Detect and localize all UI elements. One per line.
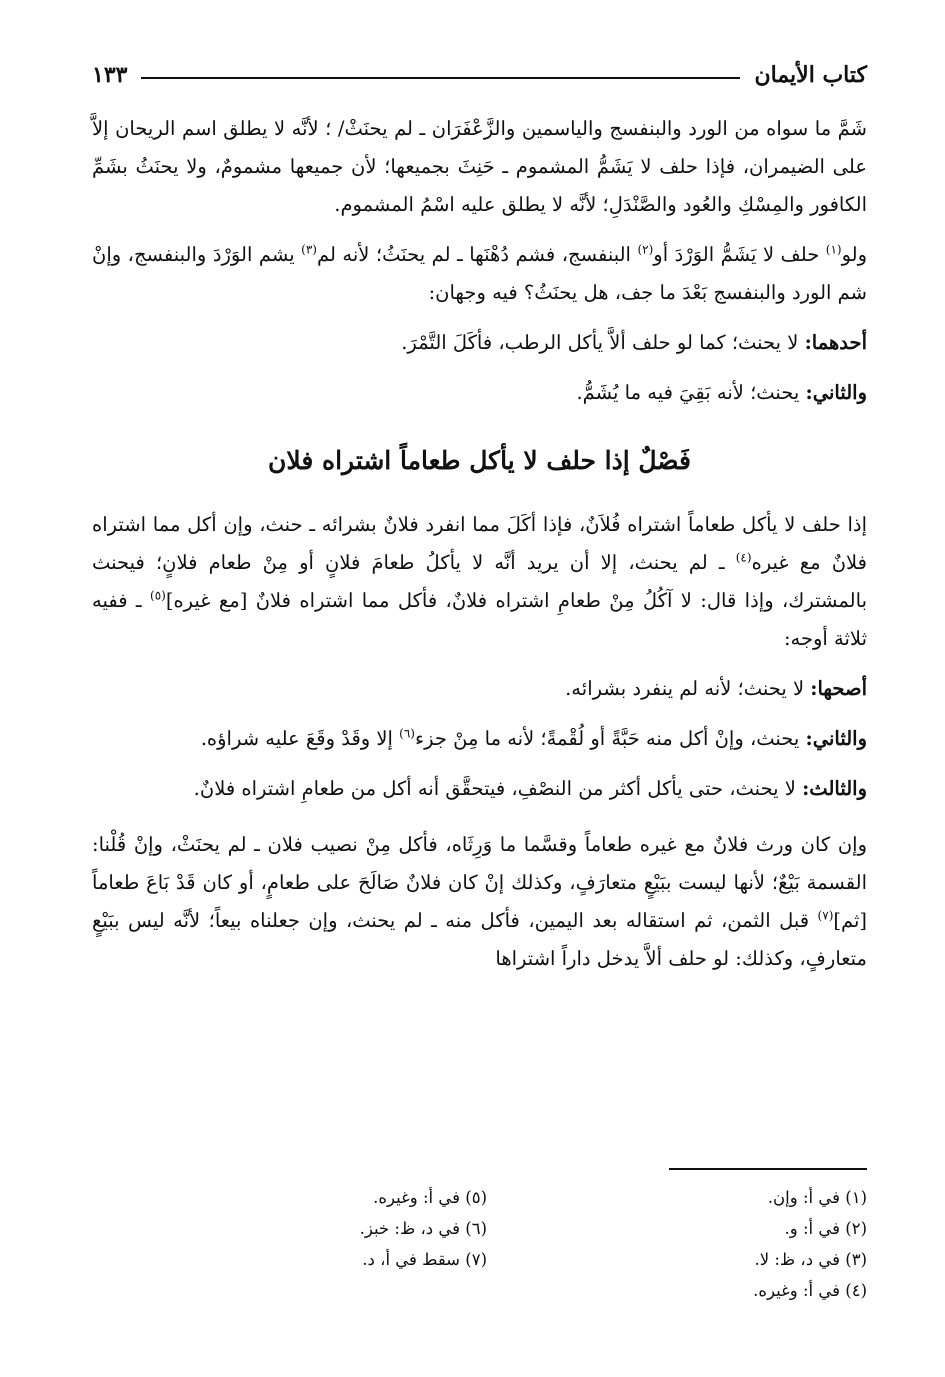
section-heading: فَصْلٌ إذا حلف لا يأكل طعاماً اشتراه فلان [268,446,691,475]
footnote-ref-4: (٤) [735,550,752,565]
header-rule [141,77,740,79]
footnote-item: (٢) في أ: و. [784,1219,867,1238]
paragraph-1 [92,110,867,224]
section-paragraph-3 [92,720,867,758]
section-paragraph-1 [92,506,867,658]
section-paragraph-2 [92,670,867,708]
opinion-label: أحدهما: [804,331,867,354]
paragraph-text: حلف لا يَشَمُّ الوَرْدَ أو [653,243,826,266]
paragraph-text: لا يحنث، حتى يأكل أكثر من النصْفِ، فيتحقَّق أنه أكل من طعامِ اشتراه فلانٌ. [193,777,803,800]
paragraph-text: لا يحنث؛ كما لو حلف ألاَّ يأكل الرطب، فأكَلَ التَّمْرَ. [401,331,805,354]
book-title: كتاب الأيمان [754,62,867,88]
paragraph-text: قبل الثمن، ثم استقاله بعد اليمين، فأكل منه ـ لم يحنث، وإن جعلناه بيعاً؛ لأنَّه ليس ببَيْعٍ متعارفٍ، وكذلك: لو حلف ألاَّ يدخل داراً اشتراها [92,909,867,970]
footnotes [92,1182,867,1306]
opinion-label: والثاني: [805,381,867,404]
footnote-ref-3: (٣) [301,242,317,257]
opinion-label: أصحها: [810,677,867,700]
paragraph-text: لا يحنث؛ لأنه لم ينفرد بشرائه. [565,677,811,700]
footnote-item: (٥) في أ: وغيره. [373,1188,487,1207]
paragraph-2 [92,236,867,312]
paragraph-3 [92,324,867,362]
paragraph-text: يشم الوَرْدَ والبنفسج، وإنْ شم الورد والبنفسج بَعْدَ ما جف، هل يحنَثُ؟ فيه وجهان: [92,243,867,304]
footnote-ref-5: (٥) [150,588,166,603]
footnote-ref-7: (٧) [817,908,834,923]
page-body [92,110,867,990]
footnote-item: (٦) في د، ظ: خبز. [359,1219,487,1238]
footnote-item: (٤) في أ: وغيره. [753,1281,867,1300]
section-paragraph-4 [92,770,867,808]
paragraph-text: إلا وقَدْ وقَعَ عليه شراؤه. [200,727,400,750]
footnotes-right-column [487,1182,867,1306]
footnote-ref-6: (٦) [399,726,415,741]
paragraph-text: البنفسج، فشم دُهْنَها ـ لم يحنَثُ؛ لأنه لم [316,243,638,266]
footnote-item: (٧) سقط في أ، د. [362,1250,487,1269]
footnote-item: (١) في أ: وإن. [767,1188,867,1207]
paragraph-text: وإن كان ورث فلانٌ مع غيره طعاماً وقسَّما ما وَرِثَاه، فأكل مِنْ نصيب فلان ـ لم يحنَثْ، وإنْ قُلْنا: القسمة بَيْعٌ؛ لأنها ليست ببَيْعٍ متعارَفٍ، وكذلك إنْ كان فلانٌ صَالَحَ على طعامٍ، أو كان قَدْ بَاعَ طعاماً [ثم] [92,833,867,932]
paragraph-text: يحنث، وإنْ أكل منه حَبَّةً أو لُقْمةً؛ لأنه ما مِنْ جزء [414,727,806,750]
paragraph-text: شَمَّ ما سواه من الورد والبنفسج والياسمين والزَّعْفَرَان ـ لم يحنَثْ/ ؛ لأنَّه لا يطلق اسم الريحان إلاَّ على الضيمران، فإذا حلف لا يَشَمُّ المشموم ـ حَنِثَ بجميعها؛ لأن جميعها مشمومٌ، ولا يحنَثُ بشَمِّ الكافور والمِسْكِ والعُود والصَّنْدَلِ؛ لأنَّه لا يطلق عليه اسْمُ المشموم. [92,117,867,216]
page-number: ١٣٣ [92,62,128,88]
paragraph-text: إذا حلف لا يأكل طعاماً اشتراه فُلاَنٌ، فإذا أكَلَ مما انفرد فلانٌ بشرائه ـ حنث، وإن أكل مما اشتراه فلانٌ مع غيره [92,513,867,574]
footnote-ref-1: (١) [825,242,842,257]
running-header [92,60,867,90]
opinion-label: والثاني: [805,727,867,750]
footnotes-left-column [107,1182,487,1306]
footnote-ref-2: (٢) [637,242,654,257]
paragraph-text: ـ ففيه ثلاثة أوجه: [92,589,867,650]
opinion-label: والثالث: [802,777,867,800]
paragraph-text: يحنث؛ لأنه بَقِيَ فيه ما يُشَمُّ. [576,381,806,404]
paragraph-text: ـ لم يحنث، إلا أن يريد أنَّه لا يأكلُ طعامَ فلانٍ أو مِنْ طعام فلانٍ؛ فيحنث بالمشترك، وإذا قال: لا آكُلُ مِنْ طعامِ اشتراه فلانٌ، فأكل مما اشتراه فلانٌ [مع غيره] [92,551,867,612]
paragraph-4 [92,374,867,412]
section-paragraph-5 [92,826,867,978]
paragraph-text: ولو [841,243,868,266]
footnote-item: (٣) في د، ظ: لا. [754,1250,867,1269]
footnote-rule [669,1168,867,1170]
